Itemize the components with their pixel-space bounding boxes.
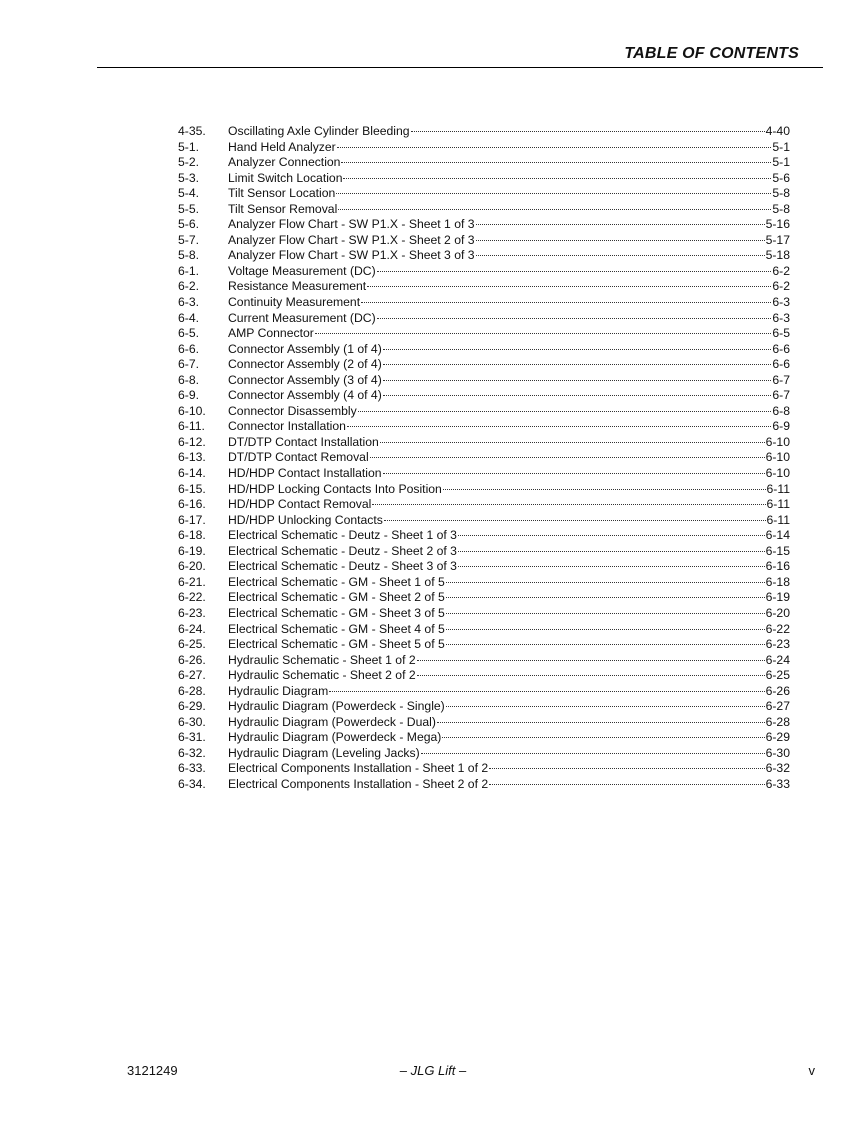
toc-entry[interactable]	[178, 684, 790, 700]
leader-dots	[358, 411, 772, 412]
figure-number: 5-2.	[178, 155, 200, 170]
page-reference: 6-29	[765, 730, 790, 745]
figure-number: 6-33.	[178, 761, 206, 776]
figure-title: HD/HDP Contact Removal	[228, 497, 372, 512]
toc-entry[interactable]	[178, 155, 790, 171]
leader-dots	[442, 737, 764, 738]
figure-number: 4-35.	[178, 124, 206, 138]
figure-number: 6-11.	[178, 419, 205, 434]
figure-number: 5-3.	[178, 170, 200, 185]
leader-dots	[370, 457, 765, 458]
toc-entry[interactable]	[178, 653, 790, 669]
toc-entry[interactable]	[178, 559, 790, 575]
header-rule	[97, 67, 823, 68]
page-reference: 6-6	[772, 357, 790, 372]
toc-entry[interactable]	[178, 761, 790, 777]
figure-number: 5-8.	[178, 248, 200, 263]
figure-title: AMP Connector	[228, 326, 314, 341]
page-reference: 6-14	[765, 528, 790, 543]
toc-entry[interactable]	[178, 311, 790, 327]
toc-entry[interactable]	[178, 715, 790, 731]
figure-number: 6-3.	[178, 295, 200, 310]
toc-entry[interactable]	[178, 637, 790, 653]
figure-title: Electrical Schematic - GM - Sheet 5 of 5	[228, 637, 445, 652]
figure-title: Hydraulic Diagram (Powerdeck - Single)	[228, 699, 445, 714]
figure-title: Connector Assembly (2 of 4)	[228, 357, 382, 372]
toc-entry[interactable]	[178, 357, 790, 373]
figure-title: Electrical Schematic - Deutz - Sheet 2 of 3	[228, 543, 457, 558]
figure-number: 6-1.	[178, 263, 200, 278]
figure-title: Analyzer Connection	[228, 155, 341, 170]
figure-number: 6-31.	[178, 730, 206, 745]
figure-title: DT/DTP Contact Installation	[228, 434, 379, 449]
figure-number: 5-5.	[178, 201, 200, 216]
leader-dots	[446, 613, 765, 614]
footer-brand: – JLG Lift –	[399, 1063, 467, 1078]
leader-dots	[446, 597, 765, 598]
page-reference: 5-1	[772, 155, 790, 170]
leader-dots	[458, 566, 765, 567]
toc-entry[interactable]	[178, 326, 790, 342]
page-reference: 6-10	[765, 450, 790, 465]
page-reference: 6-11	[766, 481, 790, 496]
figure-title: HD/HDP Unlocking Contacts	[228, 512, 383, 527]
figure-title: Hydraulic Diagram (Powerdeck - Mega)	[228, 730, 442, 745]
figure-title: Connector Assembly (4 of 4)	[228, 388, 382, 403]
toc-entry[interactable]	[178, 575, 790, 591]
page-reference: 5-17	[765, 232, 790, 247]
leader-dots	[315, 333, 772, 334]
page-reference: 6-3	[772, 310, 790, 325]
figure-title: HD/HDP Contact Installation	[228, 466, 382, 481]
leader-dots	[437, 722, 765, 723]
page-reference: 6-10	[765, 434, 790, 449]
toc-entry[interactable]	[178, 233, 790, 249]
leader-dots	[489, 784, 764, 785]
figure-number: 6-19.	[178, 543, 206, 558]
figure-title: Hydraulic Diagram (Leveling Jacks)	[228, 745, 420, 760]
figure-title: Connector Disassembly	[228, 403, 357, 418]
figure-title: Connector Assembly (3 of 4)	[228, 372, 382, 387]
figure-number: 6-5.	[178, 326, 200, 341]
figure-number: 6-12.	[178, 434, 206, 449]
page-reference: 6-6	[772, 341, 790, 356]
page-reference: 6-3	[772, 295, 790, 310]
page-reference: 6-5	[772, 326, 790, 341]
figure-number: 6-6.	[178, 341, 200, 356]
page-reference: 5-1	[772, 139, 790, 154]
figure-title: Hydraulic Schematic - Sheet 2 of 2	[228, 668, 416, 683]
figure-number: 6-4.	[178, 310, 200, 325]
figure-title: Electrical Schematic - GM - Sheet 1 of 5	[228, 574, 445, 589]
figure-title: Electrical Schematic - GM - Sheet 3 of 5	[228, 605, 445, 620]
page-reference: 6-16	[765, 559, 790, 574]
leader-dots	[383, 395, 772, 396]
figure-title: Electrical Schematic - Deutz - Sheet 3 of 3	[228, 559, 457, 574]
leader-dots	[341, 162, 771, 163]
leader-dots	[383, 473, 765, 474]
toc-list	[178, 124, 790, 793]
figure-number: 6-24.	[178, 621, 206, 636]
leader-dots	[411, 131, 765, 132]
figure-title: Electrical Schematic - GM - Sheet 2 of 5	[228, 590, 445, 605]
toc-entry[interactable]	[178, 202, 790, 218]
page-number: v	[808, 1063, 815, 1078]
page-reference: 6-20	[765, 605, 790, 620]
page-reference: 6-24	[765, 652, 790, 667]
figure-number: 6-34.	[178, 776, 206, 791]
leader-dots	[383, 349, 772, 350]
page-reference: 6-9	[772, 419, 790, 434]
page-reference: 5-18	[765, 248, 790, 263]
page-reference: 6-2	[772, 279, 790, 294]
toc-entry[interactable]	[178, 590, 790, 606]
figure-number: 6-28.	[178, 683, 206, 698]
figure-title: Electrical Components Installation - Sheet 1 of 2	[228, 761, 489, 776]
leader-dots	[367, 286, 771, 287]
figure-number: 6-14.	[178, 466, 206, 481]
figure-number: 6-32.	[178, 745, 206, 760]
toc-entry[interactable]	[178, 746, 790, 762]
toc-entry[interactable]	[178, 124, 790, 140]
figure-number: 6-21.	[178, 574, 206, 589]
figure-number: 6-7.	[178, 357, 200, 372]
figure-title: Analyzer Flow Chart - SW P1.X - Sheet 2 of 3	[228, 232, 475, 247]
leader-dots	[329, 691, 764, 692]
toc-entry[interactable]	[178, 497, 790, 513]
toc-entry[interactable]	[178, 730, 790, 746]
leader-dots	[417, 675, 765, 676]
toc-entry[interactable]	[178, 264, 790, 280]
page-reference: 6-11	[766, 512, 790, 527]
leader-dots	[458, 535, 765, 536]
toc-entry[interactable]	[178, 388, 790, 404]
figure-title: Voltage Measurement (DC)	[228, 263, 376, 278]
leader-dots	[380, 442, 765, 443]
page-title: TABLE OF CONTENTS	[624, 45, 799, 62]
leader-dots	[443, 489, 766, 490]
toc-entry[interactable]	[178, 482, 790, 498]
toc-entry[interactable]	[178, 544, 790, 560]
figure-title: DT/DTP Contact Removal	[228, 450, 369, 465]
page-reference: 6-19	[765, 590, 790, 605]
figure-title: Analyzer Flow Chart - SW P1.X - Sheet 1 of 3	[228, 217, 475, 232]
page-reference: 5-8	[772, 186, 790, 201]
leader-dots	[343, 178, 771, 179]
figure-title: Hydraulic Diagram (Powerdeck - Dual)	[228, 714, 436, 729]
toc-entry[interactable]	[178, 450, 790, 466]
leader-dots	[337, 147, 772, 148]
page-reference: 6-7	[772, 388, 790, 403]
leader-dots	[489, 768, 764, 769]
figure-number: 5-4.	[178, 186, 200, 201]
leader-dots	[446, 706, 765, 707]
page-reference: 6-28	[765, 714, 790, 729]
figure-title: Current Measurement (DC)	[228, 310, 376, 325]
figure-number: 6-20.	[178, 559, 206, 574]
leader-dots	[336, 193, 771, 194]
leader-dots	[338, 209, 771, 210]
toc-entry[interactable]	[178, 606, 790, 622]
figure-title: Electrical Components Installation - Sheet 2 of 2	[228, 776, 489, 791]
page-reference: 6-27	[765, 699, 790, 714]
toc-entry[interactable]	[178, 171, 790, 187]
page-reference: 6-22	[765, 621, 790, 636]
figure-title: Connector Installation	[228, 419, 346, 434]
toc-entry[interactable]	[178, 435, 790, 451]
figure-title: Resistance Measurement	[228, 279, 367, 294]
page-reference: 6-15	[765, 543, 790, 558]
figure-title: Limit Switch Location	[228, 170, 343, 185]
figure-number: 6-17.	[178, 512, 206, 527]
toc-entry[interactable]	[178, 217, 790, 233]
page-reference: 4-40	[765, 124, 790, 138]
leader-dots	[383, 380, 772, 381]
toc-entry[interactable]	[178, 622, 790, 638]
figure-number: 6-16.	[178, 497, 206, 512]
figure-number: 5-1.	[178, 139, 200, 154]
page-reference: 6-7	[772, 372, 790, 387]
leader-dots	[476, 255, 765, 256]
figure-number: 6-27.	[178, 668, 206, 683]
toc-entry[interactable]	[178, 699, 790, 715]
page-reference: 5-6	[772, 170, 790, 185]
toc-entry[interactable]	[178, 279, 790, 295]
page-reference: 6-25	[765, 668, 790, 683]
figure-number: 6-29.	[178, 699, 206, 714]
leader-dots	[446, 644, 765, 645]
figure-title: Analyzer Flow Chart - SW P1.X - Sheet 3 of 3	[228, 248, 475, 263]
page-reference: 6-18	[765, 574, 790, 589]
page-reference: 6-33	[765, 776, 790, 791]
leader-dots	[417, 660, 765, 661]
leader-dots	[476, 224, 765, 225]
leader-dots	[446, 582, 765, 583]
page-reference: 6-30	[765, 745, 790, 760]
figure-title: Electrical Schematic - GM - Sheet 4 of 5	[228, 621, 445, 636]
figure-title: Hand Held Analyzer	[228, 139, 336, 154]
figure-title: HD/HDP Locking Contacts Into Position	[228, 481, 442, 496]
figure-number: 6-25.	[178, 637, 206, 652]
figure-number: 6-30.	[178, 714, 206, 729]
page-reference: 6-23	[765, 637, 790, 652]
figure-number: 6-22.	[178, 590, 206, 605]
leader-dots	[384, 520, 766, 521]
toc-entry[interactable]	[178, 513, 790, 529]
leader-dots	[377, 318, 772, 319]
figure-title: Tilt Sensor Removal	[228, 201, 338, 216]
figure-number: 5-6.	[178, 217, 200, 232]
toc-entry[interactable]	[178, 186, 790, 202]
page-reference: 6-11	[766, 497, 790, 512]
figure-number: 5-7.	[178, 232, 200, 247]
toc-entry[interactable]	[178, 777, 790, 793]
toc-entry[interactable]	[178, 668, 790, 684]
figure-title: Connector Assembly (1 of 4)	[228, 341, 382, 356]
toc-entry[interactable]	[178, 342, 790, 358]
figure-number: 6-23.	[178, 605, 206, 620]
page-reference: 6-10	[765, 466, 790, 481]
figure-number: 6-18.	[178, 528, 206, 543]
figure-title: Electrical Schematic - Deutz - Sheet 1 of 3	[228, 528, 457, 543]
leader-dots	[361, 302, 771, 303]
leader-dots	[377, 271, 772, 272]
figure-number: 6-8.	[178, 372, 200, 387]
toc-entry[interactable]	[178, 248, 790, 264]
toc-entry[interactable]	[178, 295, 790, 311]
toc-entry[interactable]	[178, 404, 790, 420]
leader-dots	[446, 629, 765, 630]
leader-dots	[476, 240, 765, 241]
document-number: 3121249	[127, 1063, 178, 1078]
page-reference: 5-16	[765, 217, 790, 232]
leader-dots	[421, 753, 765, 754]
figure-number: 6-26.	[178, 652, 206, 667]
page-reference: 6-8	[772, 403, 790, 418]
figure-title: Oscillating Axle Cylinder Bleeding	[228, 124, 410, 138]
figure-title: Hydraulic Schematic - Sheet 1 of 2	[228, 652, 416, 667]
leader-dots	[458, 551, 765, 552]
toc-entry[interactable]	[178, 140, 790, 156]
page-reference: 6-2	[772, 263, 790, 278]
page-reference: 6-26	[765, 683, 790, 698]
toc-entry[interactable]	[178, 419, 790, 435]
figure-title: Hydraulic Diagram	[228, 683, 329, 698]
toc-entry[interactable]	[178, 466, 790, 482]
leader-dots	[347, 426, 771, 427]
toc-entry[interactable]	[178, 528, 790, 544]
figure-number: 6-10.	[178, 403, 206, 418]
page-reference: 6-32	[765, 761, 790, 776]
leader-dots	[372, 504, 765, 505]
figure-number: 6-13.	[178, 450, 206, 465]
toc-entry[interactable]	[178, 373, 790, 389]
figure-number: 6-15.	[178, 481, 206, 496]
figure-number: 6-2.	[178, 279, 200, 294]
leader-dots	[383, 364, 772, 365]
figure-title: Continuity Measurement	[228, 295, 361, 310]
page-reference: 5-8	[772, 201, 790, 216]
figure-title: Tilt Sensor Location	[228, 186, 336, 201]
figure-number: 6-9.	[178, 388, 200, 403]
